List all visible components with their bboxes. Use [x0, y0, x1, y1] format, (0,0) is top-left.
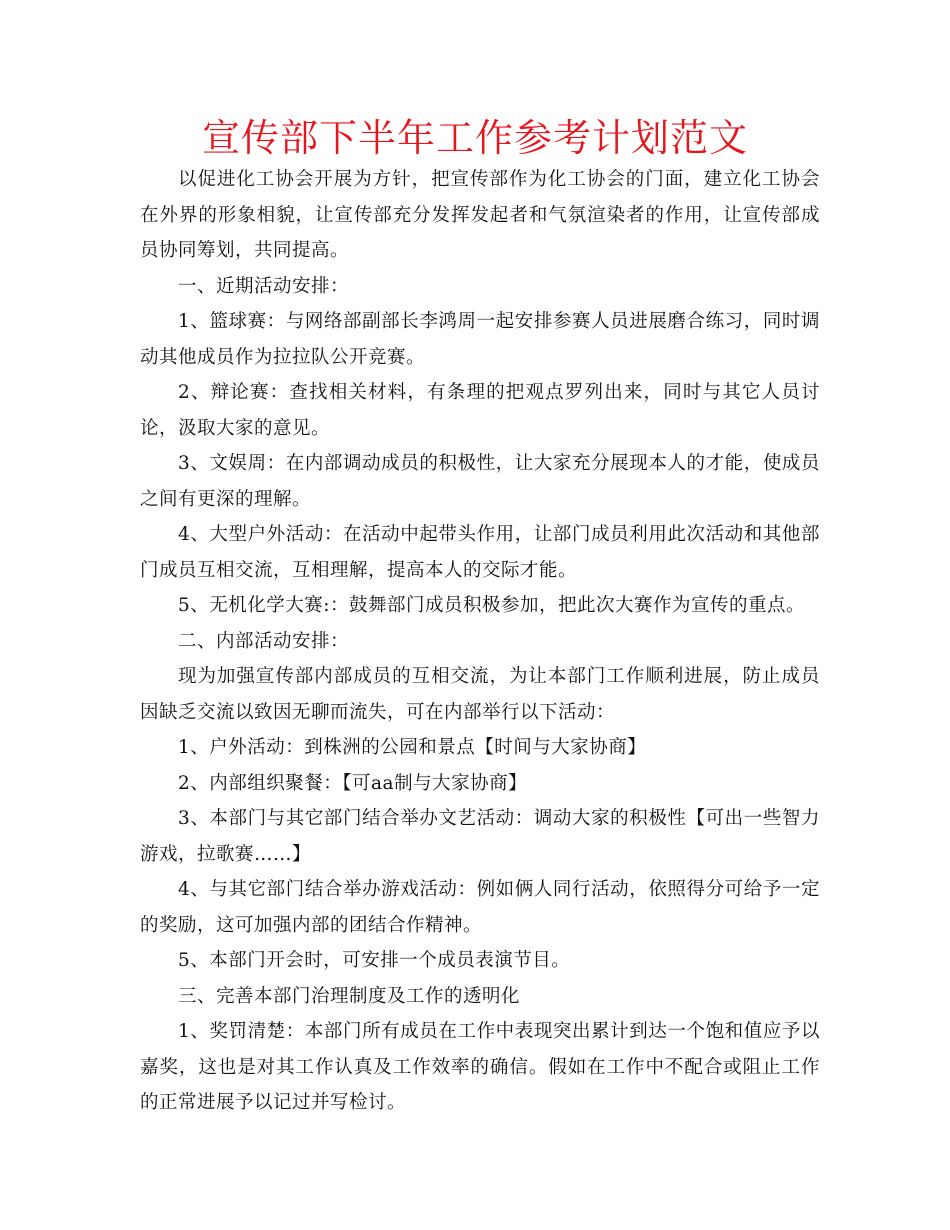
list-item: 3、文娱周：在内部调动成员的积极性，让大家充分展现本人的才能，使成员之间有更深的理解。: [140, 453, 820, 510]
list-item: 3、本部门与其它部门结合举办文艺活动：调动大家的积极性【可出一些智力游戏，拉歌赛……】: [140, 808, 820, 865]
list-item: 4、与其它部门结合举办游戏活动：例如俩人同行活动，依照得分可给予一定的奖励，这可加强内部的团结合作精神。: [140, 879, 820, 936]
intro-paragraph: 以促进化工协会开展为方针，把宣传部作为化工协会的门面，建立化工协会在外界的形象相貌，让宣传部充分发挥发起者和气氛渲染者的作用，让宣传部成员协同筹划，共同提高。: [140, 169, 820, 261]
section-heading-internal-activities: 二、内部活动安排：: [178, 630, 350, 652]
document-title: 宣传部下半年工作参考计划范文: [201, 116, 748, 160]
section-heading-management: 三、完善本部门治理制度及工作的透明化: [178, 985, 521, 1007]
list-item: 5、本部门开会时，可安排一个成员表演节目。: [178, 950, 571, 971]
section-intro-paragraph: 现为加强宣传部内部成员的互相交流，为让本部门工作顺利进展，防止成员因缺乏交流以致因无聊而流失，可在内部举行以下活动：: [140, 666, 820, 723]
list-item: 1、奖罚清楚：本部门所有成员在工作中表现突出累计到达一个饱和值应予以嘉奖，这也是对其工作认真及工作效率的确信。假如在工作中不配合或阻止工作的正常进展予以记过并写检讨。: [140, 1021, 820, 1113]
list-item: 1、户外活动：到株洲的公园和景点【时间与大家协商】: [178, 737, 647, 758]
list-item: 2、内部组织聚餐：【可aa制与大家协商】: [178, 772, 528, 794]
list-item: 2、辩论赛：查找相关材料，有条理的把观点罗列出来，同时与其它人员讨论，汲取大家的意见。: [140, 382, 820, 439]
document-body: [140, 162, 820, 1121]
section-heading-recent-activities: 一、近期活动安排：: [178, 275, 350, 297]
list-item: 1、篮球赛：与网络部副部长李鸿周一起安排参赛人员进展磨合练习，同时调动其他成员作为拉拉队公开竞赛。: [140, 311, 820, 368]
list-item: 4、大型户外活动：在活动中起带头作用，让部门成员利用此次活动和其他部门成员互相交流，互相理解，提高本人的交际才能。: [140, 524, 820, 581]
list-item: 5、无机化学大赛:：鼓舞部门成员积极参加，把此次大赛作为宣传的重点。: [178, 595, 806, 616]
